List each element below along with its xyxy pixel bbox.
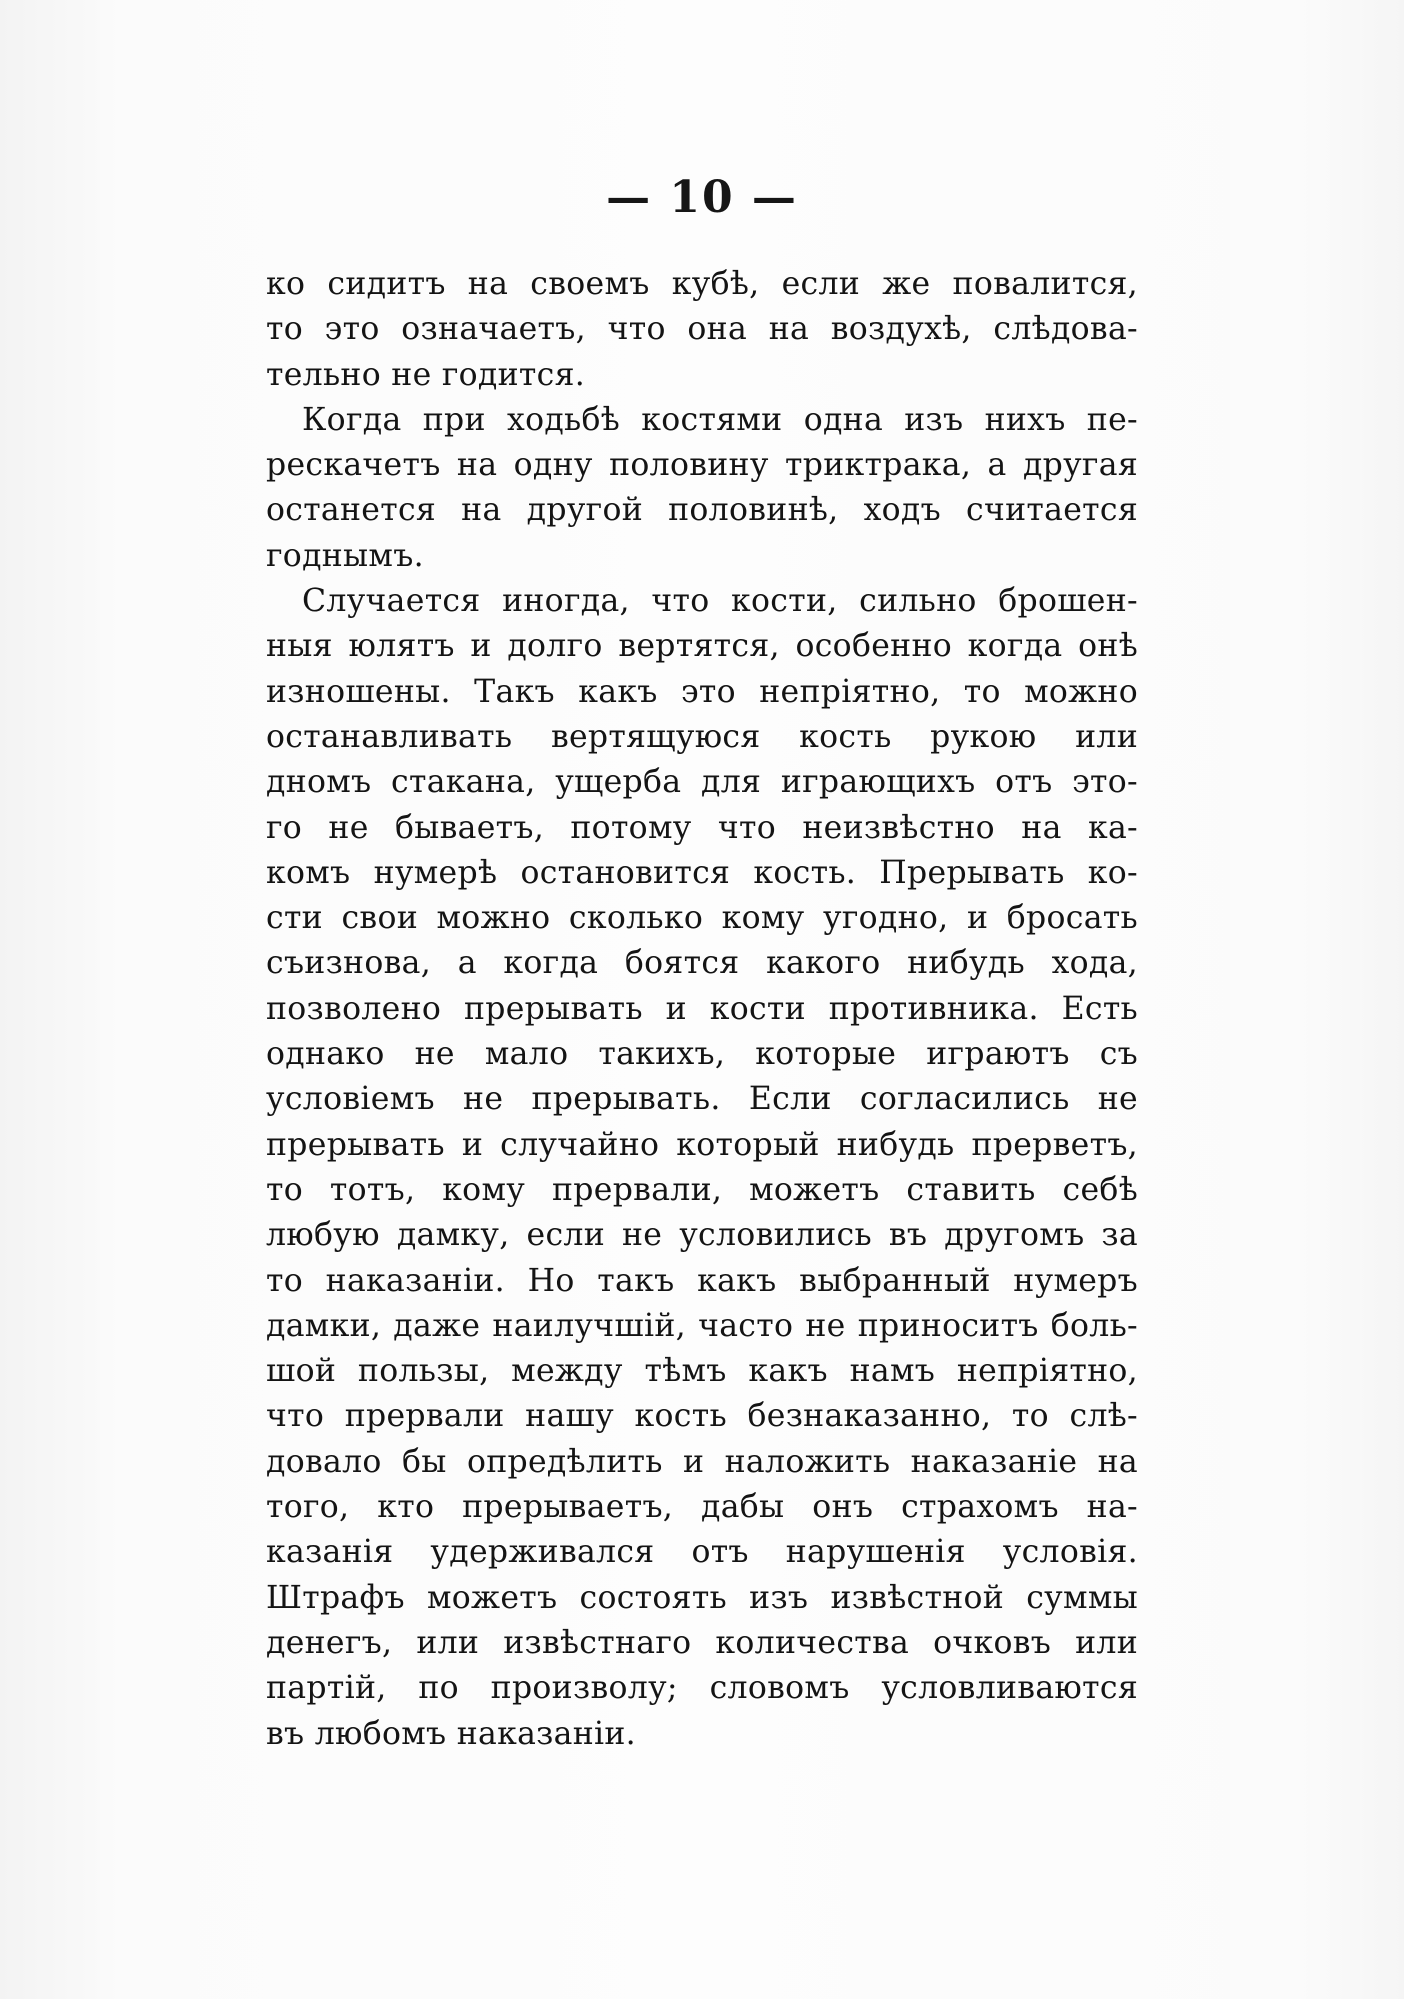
- text-line: ко сидитъ на своемъ кубѣ, если же повалится,: [266, 266, 1138, 302]
- paragraph: [266, 398, 1138, 579]
- text-line: въ любомъ наказаніи.: [266, 1715, 636, 1752]
- text-line: однако не мало такихъ, которые играютъ съ: [266, 1036, 1138, 1073]
- text-line: рескачетъ на одну половину триктрака, а другая: [266, 447, 1138, 484]
- text-line: дамки, даже наилучшій, часто не приноситъ боль-: [266, 1307, 1138, 1344]
- text-line: изношены. Такъ какъ это непріятно, то можно: [266, 673, 1138, 710]
- text-line: Штрафъ можетъ состоять изъ извѣстной суммы: [266, 1579, 1138, 1616]
- page-number: — 10 —: [606, 172, 798, 223]
- text-line: прерывать и случайно который нибудь прерветъ,: [266, 1126, 1138, 1163]
- text-line: Когда при ходьбѣ костями одна изъ нихъ пе-: [302, 401, 1138, 438]
- body-text: [266, 262, 1138, 1757]
- text-line: позволено прерывать и кости противника. Есть: [266, 990, 1138, 1027]
- text-line: то наказаніи. Но такъ какъ выбранный нумеръ: [266, 1262, 1138, 1299]
- text-line: партій, по произволу; словомъ условливаются: [266, 1670, 1138, 1707]
- text-line: комъ нумерѣ остановится кость. Прерывать ко-: [266, 854, 1138, 891]
- paragraph: [266, 262, 1138, 398]
- text-line: дномъ стакана, ущерба для играющихъ отъ это-: [266, 764, 1138, 801]
- text-line: то тотъ, кому прервали, можетъ ставить себѣ: [266, 1171, 1138, 1208]
- text-line: Случается иногда, что кости, сильно брошен-: [302, 583, 1138, 620]
- text-line: останется на другой половинѣ, ходъ считается: [266, 492, 1138, 529]
- text-line: годнымъ.: [266, 537, 424, 574]
- text-line: го не бываетъ, потому что неизвѣстно на ка-: [266, 809, 1138, 846]
- text-line: денегъ, или извѣстнаго количества очковъ или: [266, 1624, 1138, 1661]
- text-line: любую дамку, если не условились въ другомъ за: [266, 1217, 1138, 1254]
- text-line: условіемъ не прерывать. Если согласились не: [266, 1081, 1138, 1118]
- text-line: то это означаетъ, что она на воздухѣ, слѣдова-: [266, 311, 1138, 348]
- text-line: довало бы опредѣлить и наложить наказаніе на: [266, 1443, 1138, 1480]
- text-line: что прервали нашу кость безнаказанно, то слѣ-: [266, 1398, 1138, 1435]
- text-line: шой пользы, между тѣмъ какъ намъ непріятно,: [266, 1353, 1138, 1390]
- text-line: тельно не годится.: [266, 356, 586, 393]
- text-line: ныя юлятъ и долго вертятся, особенно когда онѣ: [266, 628, 1138, 665]
- text-line: того, кто прерываетъ, дабы онъ страхомъ на-: [266, 1489, 1138, 1526]
- paragraph: [266, 579, 1138, 1757]
- text-line: съизнова, а когда боятся какого нибудь хода,: [266, 945, 1138, 982]
- text-line: сти свои можно сколько кому угодно, и бросать: [266, 900, 1138, 937]
- text-line: останавливать вертящуюся кость рукою или: [266, 718, 1138, 755]
- text-line: казанія удерживался отъ нарушенія условія.: [266, 1534, 1138, 1571]
